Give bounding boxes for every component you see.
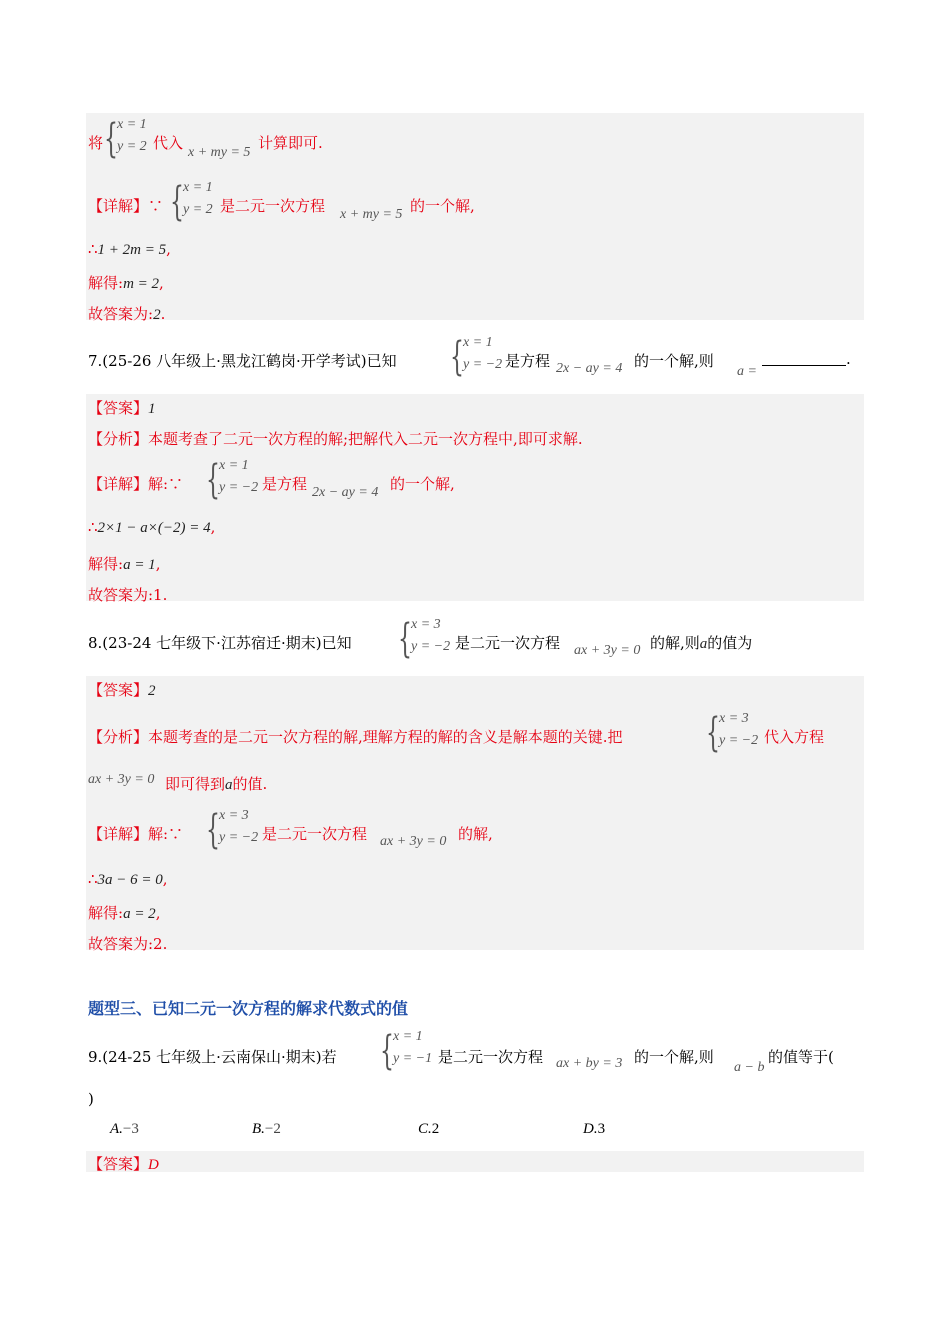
q8-mid: 是二元一次方程 xyxy=(455,634,561,652)
section-title: 题型三、已知二元一次方程的解求代数式的值 xyxy=(88,999,409,1018)
detail-mid: 是二元一次方程 xyxy=(220,197,326,215)
substitute-line: 将 xyxy=(88,134,104,152)
q9-post: 的一个解,则 xyxy=(634,1048,714,1066)
equation: 2x − ay = 4 xyxy=(556,361,623,376)
solution-block-9 xyxy=(86,1151,864,1172)
q8-post: 的解,则 xyxy=(650,634,700,652)
equation: ax + 3y = 0 xyxy=(574,643,641,658)
substitute-post: 计算即可. xyxy=(258,134,323,152)
analysis-post3: 的值. xyxy=(232,775,268,793)
answer: 【答案】2 xyxy=(88,681,156,699)
analysis: 【分析】本题考查的是二元一次方程的解,理解方程的解的含义是解本题的关键.把 xyxy=(88,728,623,746)
step-line: 解得:a = 1, xyxy=(88,555,161,573)
variable: a = xyxy=(737,364,757,379)
detail-tag: 【详解】解:∵ xyxy=(88,475,184,493)
equation: x + my = 5 xyxy=(188,145,251,160)
step-line: 解得:m = 2, xyxy=(88,274,164,292)
equation: 2x − ay = 4 xyxy=(312,485,379,500)
option-c[interactable]: C.2 xyxy=(418,1121,440,1137)
variable: a xyxy=(699,636,708,652)
equation: x + my = 5 xyxy=(340,207,403,222)
q9-mid: 是二元一次方程 xyxy=(438,1048,544,1066)
substitute-mid: 代入 xyxy=(153,134,184,152)
q7-mid: 是方程 xyxy=(505,352,551,370)
analysis-post2: 即可得到 xyxy=(165,775,226,793)
solution-block-7 xyxy=(86,394,864,601)
question-7: 7.(25-26 八年级上·黑龙江鹤岗·开学考试)已知 xyxy=(88,352,397,370)
question-9: 9.(24-25 七年级上·云南保山·期末)若 xyxy=(88,1048,337,1066)
detail-mid: 是方程 xyxy=(262,475,308,493)
detail-post: 的一个解, xyxy=(390,475,455,493)
step-line: ∴2×1 − a×(−2) = 4, xyxy=(88,518,216,536)
analysis: 【分析】本题考查了二元一次方程的解;把解代入二元一次方程中,即可求解. xyxy=(88,430,583,448)
step-line: 故答案为:1. xyxy=(88,586,168,604)
equation: ax + 3y = 0 xyxy=(88,772,155,787)
variable: a xyxy=(225,777,233,793)
option-b[interactable]: B.−2 xyxy=(252,1121,281,1137)
expression: a − b xyxy=(734,1060,765,1075)
answer: 【答案】D xyxy=(88,1155,159,1173)
equation: ax + 3y = 0 xyxy=(380,834,447,849)
q7-post: 的一个解,则 xyxy=(634,352,714,370)
detail-post: 的解, xyxy=(458,825,493,843)
step-line: ∴1 + 2m = 5, xyxy=(88,240,171,258)
answer-blank: . xyxy=(762,350,851,368)
question-8: 8.(23-24 七年级下·江苏宿迁·期末)已知 xyxy=(88,634,352,652)
option-d[interactable]: D.3 xyxy=(583,1121,606,1137)
answer: 【答案】1 xyxy=(88,399,156,417)
q9-close: ) xyxy=(88,1090,94,1108)
detail-mid: 是二元一次方程 xyxy=(262,825,368,843)
step-line: 故答案为:2. xyxy=(88,305,166,323)
detail-tag: 【详解】解:∵ xyxy=(88,825,184,843)
equation: ax + by = 3 xyxy=(556,1056,623,1071)
option-a[interactable]: A.−3 xyxy=(110,1121,139,1137)
detail-tag: 【详解】∵ xyxy=(88,197,164,215)
step-line: ∴3a − 6 = 0, xyxy=(88,870,168,888)
q8-end: 的值为 xyxy=(707,634,753,652)
step-line: 解得:a = 2, xyxy=(88,904,161,922)
q9-end: 的值等于( xyxy=(768,1048,834,1066)
detail-post: 的一个解, xyxy=(410,197,475,215)
step-line: 故答案为:2. xyxy=(88,935,168,953)
analysis-post: 代入方程 xyxy=(764,728,825,746)
